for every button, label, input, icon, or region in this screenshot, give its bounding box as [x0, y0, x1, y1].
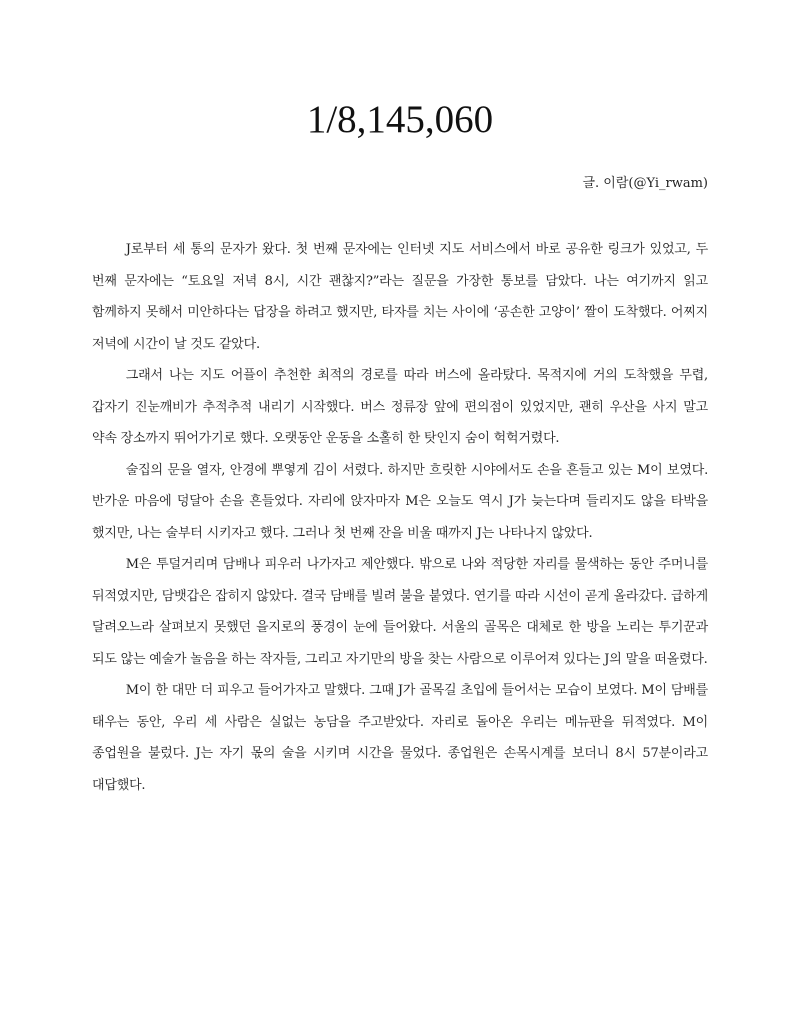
- paragraph-1: J로부터 세 통의 문자가 왔다. 첫 번째 문자에는 인터넷 지도 서비스에서 바로 공유한 링크가 있었고, 두 번째 문자에는 “토요일 저녁 8시, 시간 괜찮지?”라는 질문을 가장한 통보를 담았다. 나는 여기까지 읽고 함께하지 못해서 미안하다는 답장을 하려고 했지만, 타자를 치는 사이에 ‘공손한 고양이’ 짤이 도착했다. 어찌지 저녁에 시간이 날 것도 같았다.: [92, 242, 708, 352]
- paragraph-4: M은 투덜거리며 담배나 피우러 나가자고 제안했다. 밖으로 나와 적당한 자리를 물색하는 동안 주머니를 뒤적였지만, 담뱃갑은 잡히지 않았다. 결국 담배를 빌려 불을 붙였다. 연기를 따라 시선이 곧게 올라갔다. 급하게 달려오느라 살펴보지 못했던 을지로의 풍경이 눈에 들어왔다. 서울의 골목은 대체로 한 방을 노리는 투기꾼과 되도 않는 예술가 놀음을 하는 작자들, 그리고 자기만의 방을 찾는 사람으로 이루어져 있다는 J의 말을 떠올렸다.: [92, 557, 708, 667]
- author-byline: 글. 이람(@Yi_rwam): [582, 176, 708, 191]
- paragraph-2: 그래서 나는 지도 어플이 추천한 최적의 경로를 따라 버스에 올라탔다. 목적지에 거의 도착했을 무렵, 갑자기 진눈깨비가 추적추적 내리기 시작했다. 버스 정류장 앞에 편의점이 있었지만, 괜히 우산을 사지 말고 약속 장소까지 뛰어가기로 했다. 오랫동안 운동을 소홀히 한 탓인지 숨이 헉헉거렸다.: [92, 368, 708, 446]
- paragraph-3: 술집의 문을 열자, 안경에 뿌옇게 김이 서렸다. 하지만 흐릿한 시야에서도 손을 흔들고 있는 M이 보였다. 반가운 마음에 덩달아 손을 흔들었다. 자리에 앉자마자 M은 오늘도 역시 J가 늦는다며 들리지도 않을 타박을 했지만, 나는 술부터 시키자고 했다. 그러나 첫 번째 잔을 비울 때까지 J는 나타나지 않았다.: [92, 462, 708, 541]
- body-text: [92, 234, 708, 801]
- paragraph-5: M이 한 대만 더 피우고 들어가자고 말했다. 그때 J가 골목길 초입에 들어서는 모습이 보였다. M이 담배를 태우는 동안, 우리 세 사람은 실없는 농담을 주고받았다. 자리로 돌아온 우리는 메뉴판을 뒤적였다. M이 종업원을 불렀다. J는 자기 몫의 술을 시키며 시간을 물었다. 종업원은 손목시계를 보더니 8시 57분이라고 대답했다.: [92, 683, 708, 793]
- document-title: 1/8,145,060: [306, 98, 494, 141]
